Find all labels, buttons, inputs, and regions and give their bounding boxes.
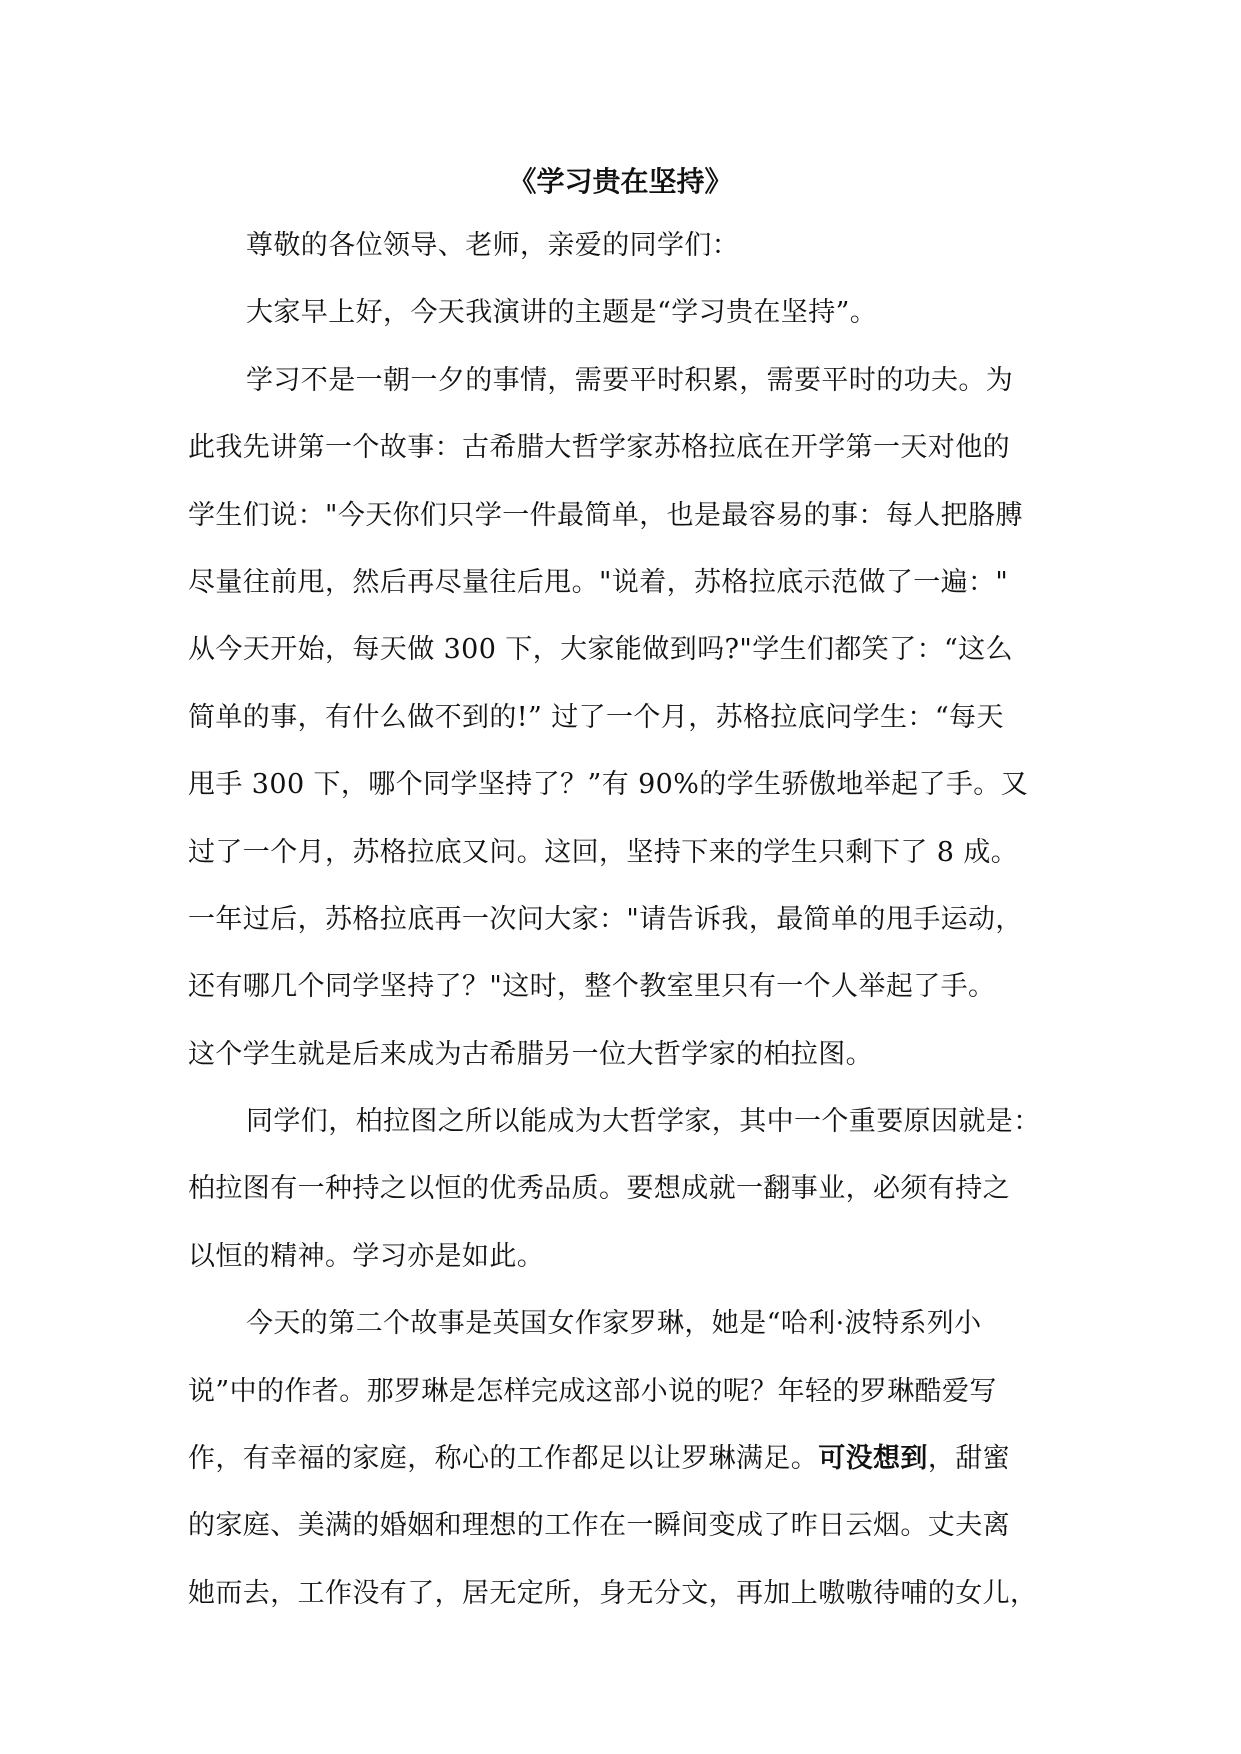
- paragraph-line: 大家早上好，今天我演讲的主题是“学习贵在坚持”。: [246, 297, 878, 329]
- paragraph-line: 甩手 300 下，哪个同学坚持了？”有 90%的学生骄傲地举起了手。又: [188, 769, 1029, 801]
- paragraph-line: 同学们，柏拉图之所以能成为大哲学家，其中一个重要原因就是：: [246, 1106, 1041, 1138]
- paragraph-line: 今天的第二个故事是英国女作家罗琳，她是“哈利·波特系列小: [246, 1308, 982, 1340]
- bold-text: 可没想到: [818, 1443, 928, 1475]
- paragraph-line: 简单的事，有什么做不到的!” 过了一个月，苏格拉底问学生：“每天: [188, 701, 1004, 733]
- paragraph-line: 从今天开始，每天做 300 下，大家能做到吗?"学生们都笑了：“这么: [188, 634, 1013, 666]
- paragraph-line: 尊敬的各位领导、老师，亲爱的同学们：: [246, 230, 740, 261]
- paragraph-line: 此我先讲第一个故事：古希腊大哲学家苏格拉底在开学第一天对他的: [188, 432, 1010, 464]
- paragraph-line: 尽量往前甩，然后再尽量往后甩。"说着，苏格拉底示范做了一遍：": [188, 566, 1009, 598]
- document-body: [188, 224, 1058, 1639]
- document-title: 《学习贵在坚持》: [508, 165, 733, 198]
- paragraph-line: 学生们说："今天你们只学一件最简单，也是最容易的事：每人把胳膊: [188, 499, 1023, 531]
- paragraph-line: 学习不是一朝一夕的事情，需要平时积累，需要平时的功夫。为: [246, 364, 1014, 396]
- line-text: 作，有幸福的家庭，称心的工作都足以让罗琳满足。: [188, 1443, 819, 1475]
- paragraph-line: 一年过后，苏格拉底再一次问大家："请告诉我，最简单的甩手运动，: [188, 903, 1023, 935]
- line-text: ，甜蜜: [927, 1443, 1011, 1475]
- paragraph-line: 以恒的精神。学习亦是如此。: [188, 1240, 545, 1272]
- paragraph-line: 还有哪几个同学坚持了？"这时，整个教室里只有一个人举起了手。: [188, 971, 996, 1003]
- paragraph-line: 她而去，工作没有了，居无定所，身无分文，再加上嗷嗷待哺的女儿，: [188, 1577, 1038, 1609]
- paragraph-line: 的家庭、美满的婚姻和理想的工作在一瞬间变成了昨日云烟。丈夫离: [188, 1510, 1010, 1542]
- paragraph-line: 柏拉图有一种持之以恒的优秀品质。要想成就一翻事业，必须有持之: [188, 1173, 1010, 1205]
- paragraph-line: 这个学生就是后来成为古希腊另一位大哲学家的柏拉图。: [188, 1038, 873, 1070]
- paragraph-line: 说”中的作者。那罗琳是怎样完成这部小说的呢？年轻的罗琳酷爱写: [188, 1375, 997, 1407]
- paragraph-line: 过了一个月，苏格拉底又问。这回，坚持下来的学生只剩下了 8 成。: [188, 836, 1019, 868]
- paragraph-line: [188, 1437, 1058, 1504]
